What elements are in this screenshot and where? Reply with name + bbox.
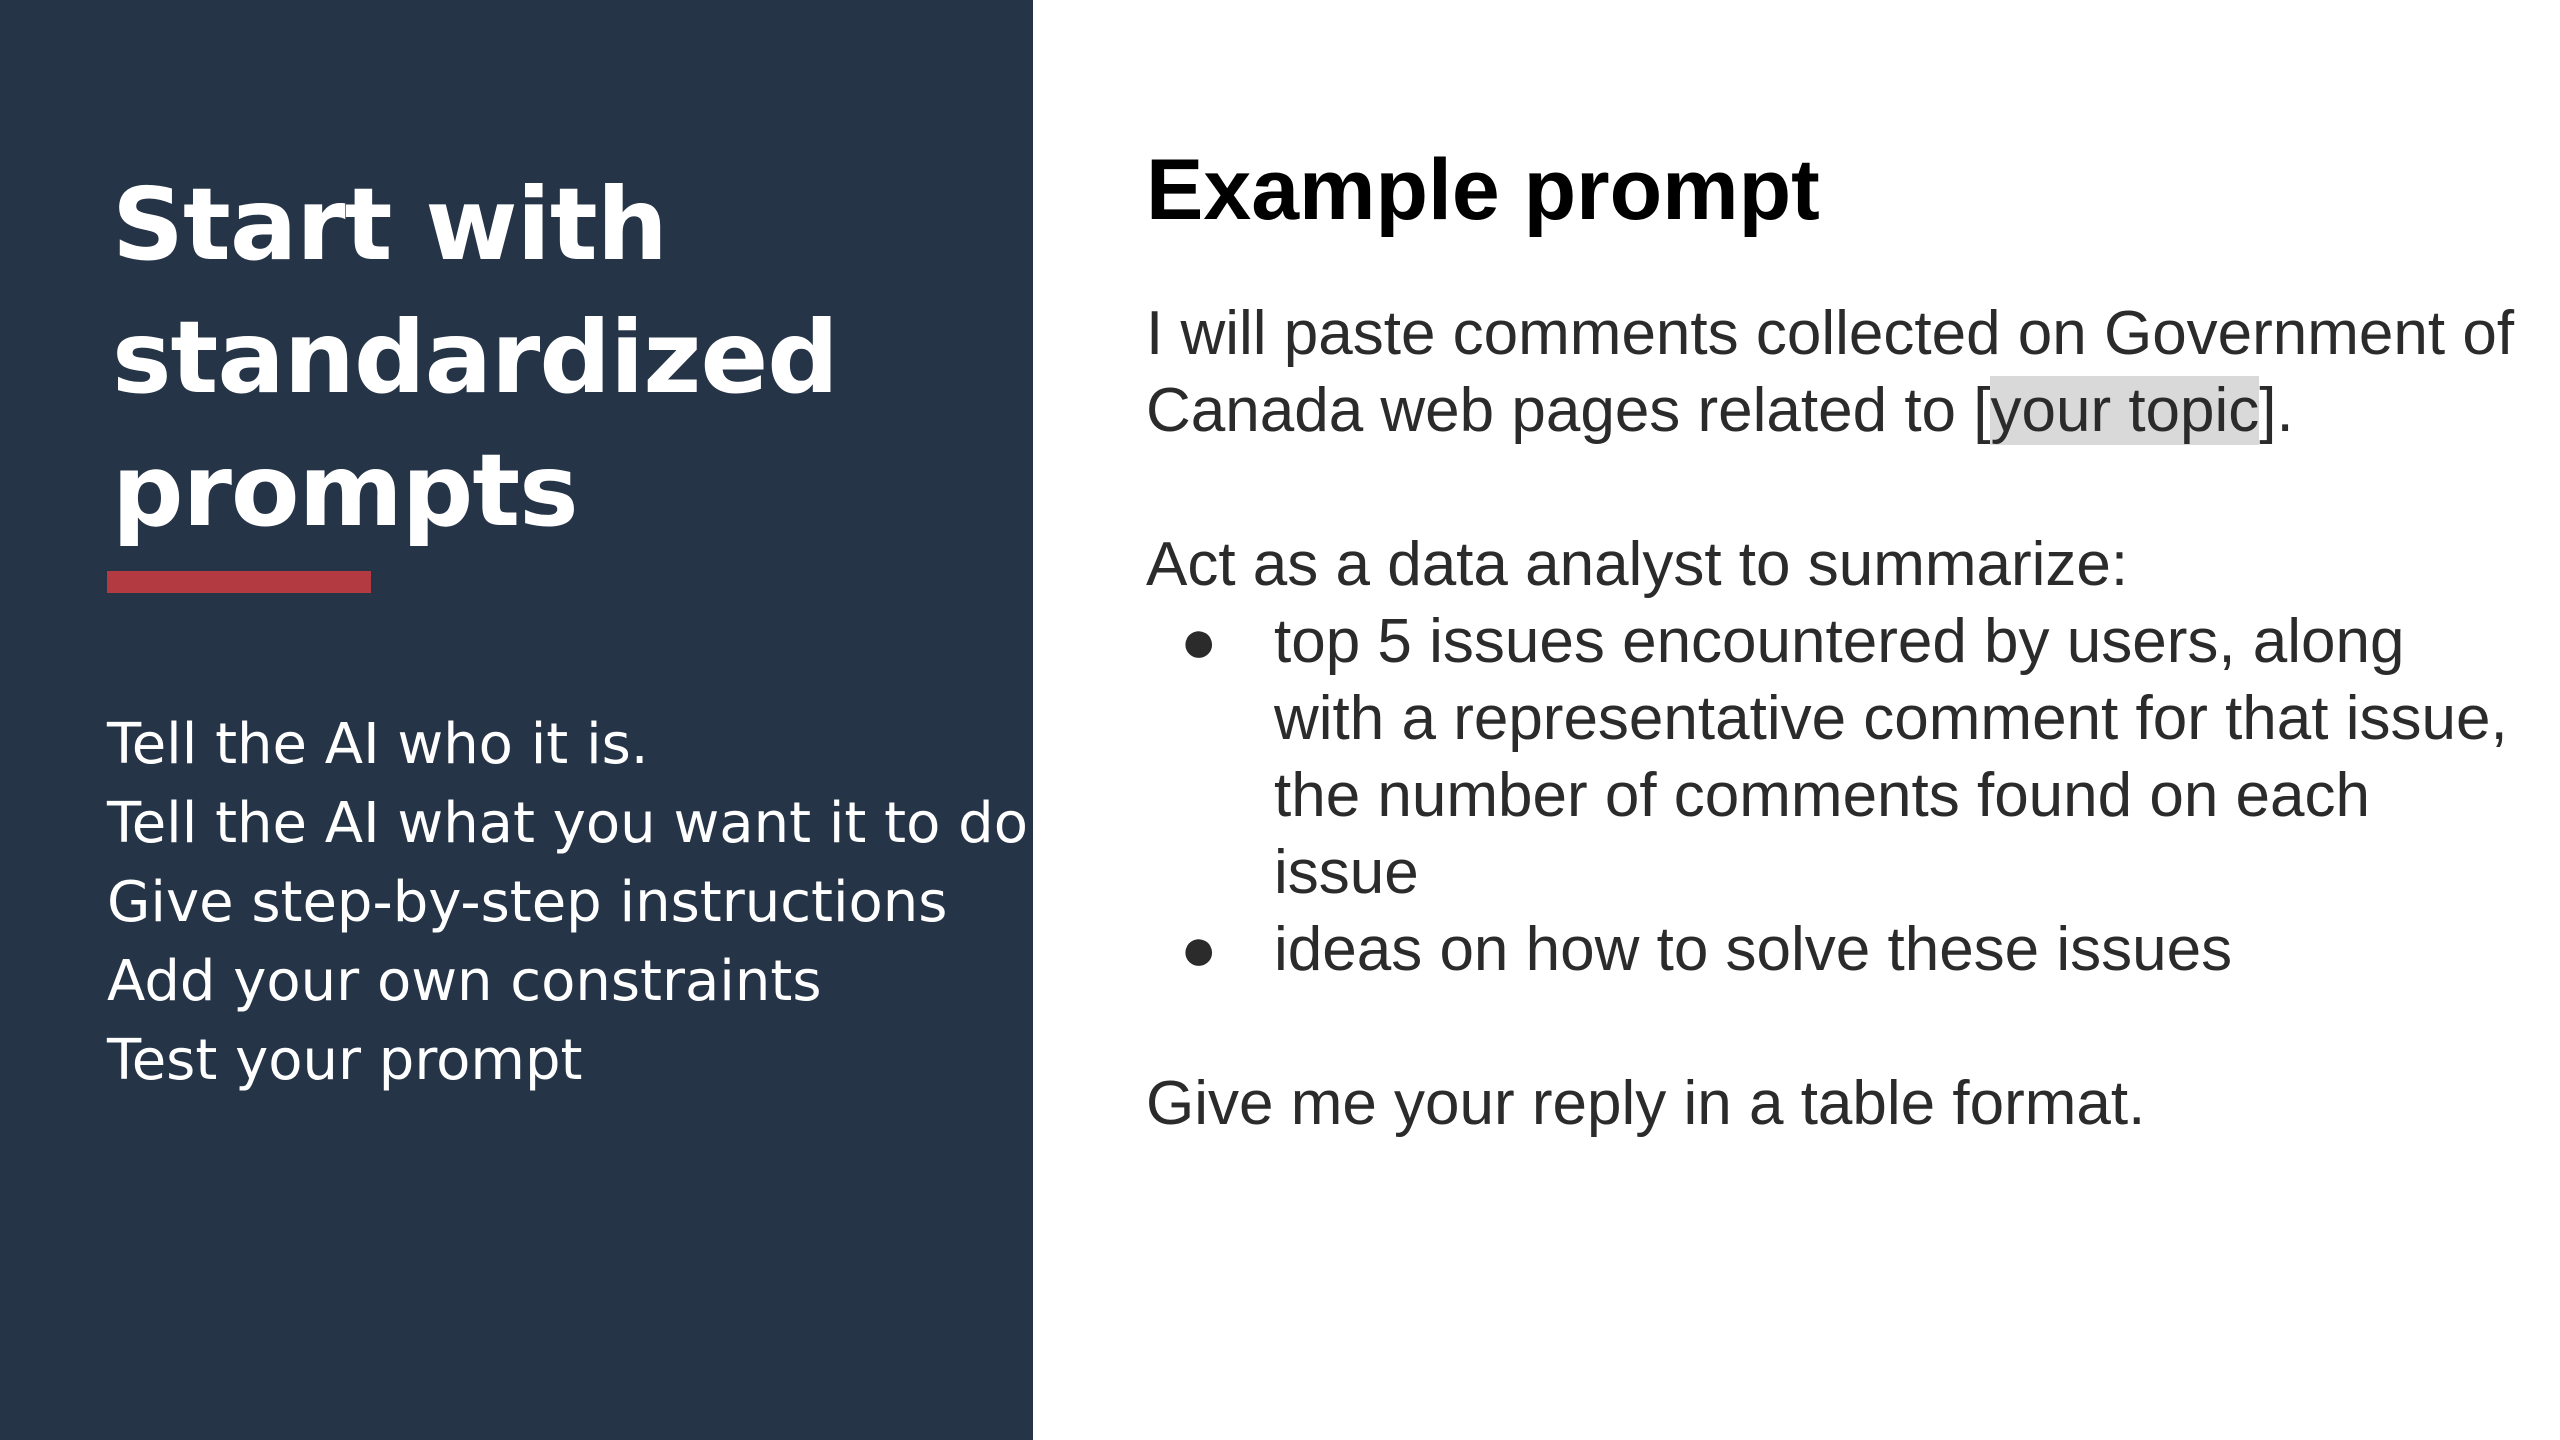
slide-title	[112, 158, 992, 557]
tip-item: Add your own constraints	[107, 949, 822, 1014]
bullet-item	[1146, 911, 2526, 988]
title-line: standardized	[112, 299, 838, 416]
left-panel	[0, 0, 1033, 1440]
title-line: Start with	[112, 166, 667, 283]
bullet-text: ideas on how to solve these issues	[1274, 915, 2233, 984]
intro-text: I will paste comments collected on Government of Canada web pages related to [	[1146, 299, 2515, 445]
example-prompt-section	[1146, 140, 2526, 1142]
tip-item: Give step-by-step instructions	[107, 870, 948, 935]
tip-item: Tell the AI what you want it to do	[107, 791, 1028, 856]
intro-text-end: ].	[2259, 376, 2294, 445]
topic-placeholder: your topic	[1990, 376, 2260, 445]
bullet-list	[1146, 603, 2526, 988]
tips-list	[107, 705, 1028, 1100]
title-line: prompts	[112, 432, 578, 549]
bullet-text: top 5 issues encountered by users, along with a representative comment for that issue, the number of comments found on each issue	[1274, 607, 2508, 907]
title-underline	[107, 571, 371, 593]
example-heading: Example prompt	[1146, 142, 1820, 238]
act-line: Act as a data analyst to summarize:	[1146, 530, 2129, 599]
bullet-dot-icon: ●	[1180, 915, 1218, 984]
bullet-dot-icon: ●	[1180, 607, 1218, 676]
tip-item: Tell the AI who it is.	[107, 712, 649, 777]
tip-item: Test your prompt	[107, 1028, 583, 1093]
bullet-item	[1146, 603, 2526, 911]
closing-line: Give me your reply in a table format.	[1146, 1069, 2146, 1138]
intro-paragraph	[1146, 295, 2526, 449]
